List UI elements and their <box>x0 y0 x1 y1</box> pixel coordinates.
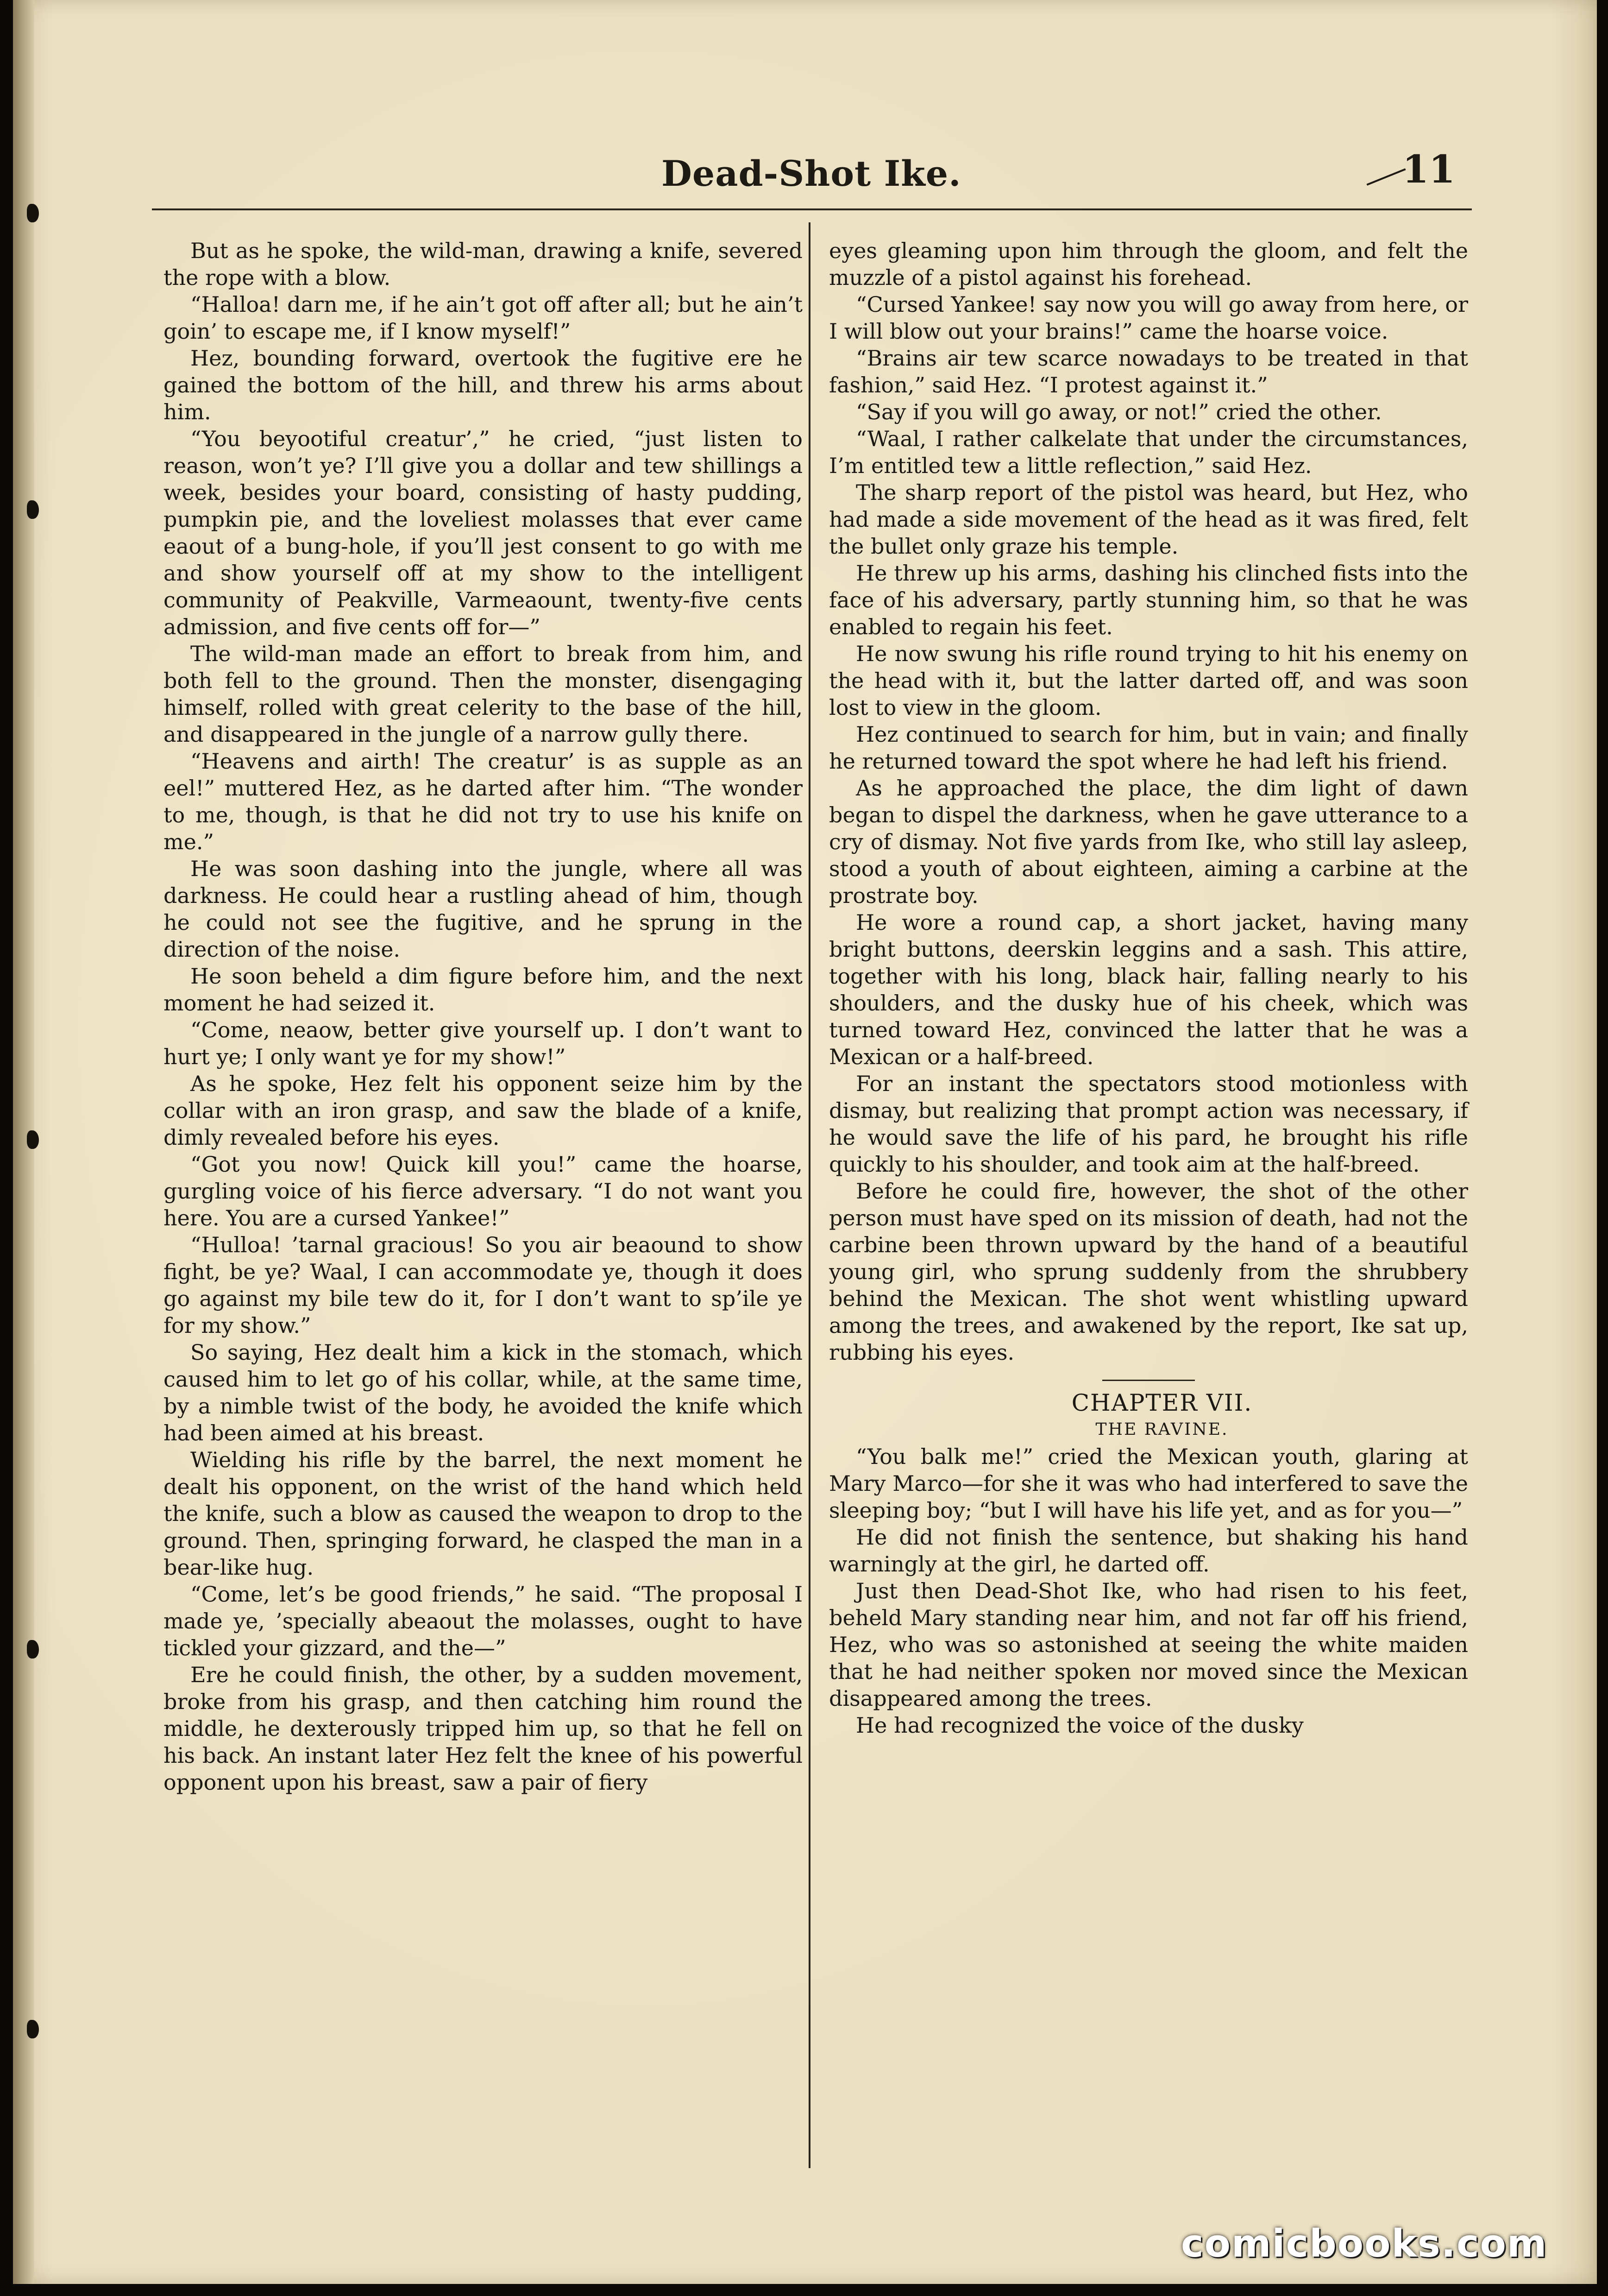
paragraph: “Come, neaow, better give yourself up. I don’t want to hurt ye; I only want ye for my show!” <box>163 1017 803 1069</box>
paragraph: He was soon dashing into the jungle, where all was darkness. He could hear a rustling ahead of him, though he could not see the fugitive, and he sprung in the direction of the noise. <box>163 856 803 962</box>
paragraph: But as he spoke, the wild-man, drawing a knife, severed the rope with a blow. <box>163 238 803 290</box>
paragraph: For an instant the spectators stood motionless with dismay, but realizing that prompt action was necessary, if he would save the life of his pard, he brought his rifle quickly to his shoulder, and took aim at the half-breed. <box>829 1071 1468 1177</box>
binding-hole-1 <box>27 204 39 222</box>
paragraph: He did not finish the sentence, but shaking his hand warningly at the girl, he darted off. <box>829 1525 1468 1577</box>
paragraph: He had recognized the voice of the dusky <box>856 1713 1304 1738</box>
folio-pencil-mark <box>1367 168 1406 185</box>
paragraph: He now swung his rifle round trying to hit his enemy on the head with it, but the latter darted off, and was soon lost to view in the gloom. <box>829 641 1468 720</box>
paragraph: “Hulloa! ’tarnal gracious! So you air beaound to show fight, be ye? Waal, I can accommodate ye, though it does go against my bile tew do it, for I don’t want to sp’ile ye for my show.” <box>163 1232 803 1338</box>
paragraph: He wore a round cap, a short jacket, having many bright buttons, deerskin leggins and a sash. This attire, together with his long, black hair, falling nearly to his shoulders, and the dusky hue of his cheek, which was turned toward Hez, convinced the latter that he was a Mexican or a half-breed. <box>829 910 1468 1069</box>
paragraph: “Got you now! Quick kill you!” came the hoarse, gurgling voice of his fierce adversary. “I do not want you here. You are a cursed Yankee!” <box>163 1152 803 1230</box>
paragraph: He soon beheld a dim figure before him, and the next moment he had seized it. <box>163 964 803 1016</box>
paragraph: Ere he could finish, the other, by a sudden movement, broke from his grasp, and then catching him round the middle, he dexterously tripped him up, so that he fell on his back. An instant later Hez felt the knee of his powerful opponent upon his breast, saw a pair of fiery <box>163 1662 803 1795</box>
paragraph: “Come, let’s be good friends,” he said. “The proposal I made ye, ’specially abeaout the molasses, ought to have tickled your gizzard, and the—” <box>163 1582 803 1660</box>
paragraph: Wielding his rifle by the barrel, the next moment he dealt his opponent, on the wrist of the hand which held the knife, such a blow as caused the weapon to drop to the ground. Then, springing forward, he clasped the man in a bear-like hug. <box>163 1447 803 1580</box>
paragraph: So saying, Hez dealt him a kick in the stomach, which caused him to let go of his collar, while, at the same time, by a nimble twist of the body, he avoided the knife which had been aimed at his breast. <box>163 1340 803 1445</box>
left-column <box>163 237 803 1796</box>
chapter-title: CHAPTER VII. <box>1071 1389 1253 1416</box>
binding-hole-5 <box>27 2020 39 2038</box>
header-rule <box>152 208 1472 210</box>
binding-hole-3 <box>27 1130 39 1149</box>
paragraph: Before he could fire, however, the shot of the other person must have sped on its mission of death, had not the carbine been thrown upward by the hand of a beautiful young girl, who sprung suddenly from the shrubbery behind the Mexican. The shot went whistling upward among the trees, and awakened by the report, Ike sat up, rubbing his eyes. <box>829 1179 1468 1365</box>
paragraph: Hez continued to search for him, but in vain; and finally he returned toward the spot where he had left his friend. <box>829 722 1468 774</box>
paragraph: The wild-man made an effort to break from him, and both fell to the ground. Then the monster, disengaging himself, rolled with great celerity to the base of the hill, and disappeared in the jungle of a narrow gully there. <box>163 641 803 747</box>
paragraph: Hez, bounding forward, overtook the fugitive ere he gained the bottom of the hill, and threw his arms about him. <box>163 346 803 424</box>
book-page <box>13 0 1597 2284</box>
paragraph: “Cursed Yankee! say now you will go away from here, or I will blow out your brains!” came the hoarse voice. <box>829 292 1468 344</box>
chapter-rule <box>1102 1380 1195 1381</box>
paragraph: As he spoke, Hez felt his opponent seize him by the collar with an iron grasp, and saw the blade of a knife, dimly revealed before his eyes. <box>163 1071 803 1150</box>
paragraph: “Say if you will go away, or not!” cried the other. <box>856 399 1382 424</box>
running-title: Dead-Shot Ike. <box>661 153 961 194</box>
paragraph: He threw up his arms, dashing his clinched fists into the face of his adversary, partly stunning him, so that he was enabled to regain his feet. <box>829 561 1468 639</box>
chapter-subtitle: THE RAVINE. <box>1095 1420 1229 1439</box>
column-rule <box>809 222 810 2168</box>
paragraph: “You beyootiful creatur’,” he cried, “just listen to reason, won’t ye? I’ll give you a dollar and tew shillings a week, besides your board, consisting of hasty pudding, pumpkin pie, and the loveliest molasses that ever came eaout of a bung-hole, if you’ll jest consent to go with me and show yourself off at my show to the intelligent community of Peakville, Varmeaount, twenty-five cents admission, and five cents off for—” <box>163 426 803 639</box>
right-column <box>829 237 1468 1739</box>
paragraph: As he approached the place, the dim light of dawn began to dispel the darkness, when he gave utterance to a cry of dismay. Not five yards from Ike, who still lay asleep, stood a youth of about eighteen, aiming a carbine at the prostrate boy. <box>829 776 1468 908</box>
paragraph: The sharp report of the pistol was heard, but Hez, who had made a side movement of the head as it was fired, felt the bullet only graze his temple. <box>829 480 1468 559</box>
site-watermark: comicbooks.com <box>1181 2222 1548 2266</box>
paragraph: “You balk me!” cried the Mexican youth, glaring at Mary Marco—for she it was who had interfered to save the sleeping boy; “but I will have his life yet, and as for you—” <box>829 1444 1468 1523</box>
paragraph: eyes gleaming upon him through the gloom, and felt the muzzle of a pistol against his forehead. <box>829 238 1468 290</box>
paragraph: “Halloa! darn me, if he ain’t got off after all; but he ain’t goin’ to escape me, if I know myself!” <box>163 292 803 344</box>
paragraph: Just then Dead-Shot Ike, who had risen to his feet, beheld Mary standing near him, and not far off his friend, Hez, who was so astonished at seeing the white maiden that he had neither spoken nor moved since the Mexican disappeared among the trees. <box>829 1578 1468 1711</box>
paragraph: “Brains air tew scarce nowadays to be treated in that fashion,” said Hez. “I protest against it.” <box>829 346 1468 397</box>
page-number: 11 <box>1402 147 1456 192</box>
binding-hole-2 <box>27 500 39 519</box>
paragraph: “Heavens and airth! The creatur’ is as supple as an eel!” muttered Hez, as he darted after him. “The wonder to me, though, is that he did not try to use his knife on me.” <box>163 749 803 854</box>
binding-hole-4 <box>27 1640 39 1659</box>
paragraph: “Waal, I rather calkelate that under the circumstances, I’m entitled tew a little reflection,” said Hez. <box>829 426 1468 478</box>
